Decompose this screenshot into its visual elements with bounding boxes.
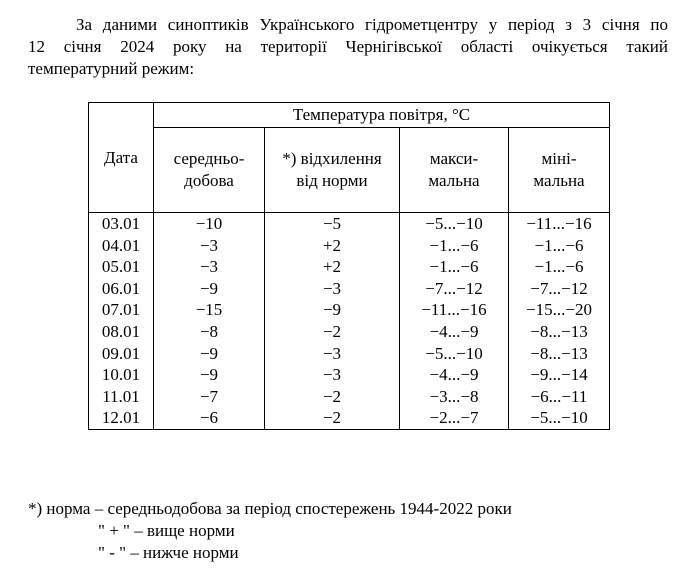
cell-dev: −3 <box>322 343 342 363</box>
cell-min: −7...−12 <box>530 278 588 298</box>
cell-date: 08.01 <box>101 321 141 341</box>
column-header-maximum: макси- мальна <box>400 128 509 213</box>
column-header-minimum: міні- мальна <box>509 128 610 213</box>
column-header-deviation: *) відхилення від норми <box>265 128 400 213</box>
cell-avg: −8 <box>199 321 219 341</box>
deviation-column <box>265 213 400 430</box>
cell-max: −11...−16 <box>421 300 487 320</box>
cell-max: −3...−8 <box>429 386 479 406</box>
cell-date: 10.01 <box>101 365 141 385</box>
cell-avg: −15 <box>195 300 223 320</box>
cell-dev: −2 <box>322 408 342 428</box>
intro-line-1: За даними синоптиків Українського гідрометцентру у період з 3 січня по <box>76 15 668 34</box>
cell-date: 09.01 <box>101 343 141 363</box>
cell-avg: −9 <box>199 343 219 363</box>
cell-avg: −9 <box>199 278 219 298</box>
footnote-norm: *) норма – середньодобова за період спостережень 1944-2022 роки <box>28 499 512 518</box>
cell-date: 06.01 <box>101 278 141 298</box>
cell-date: 12.01 <box>101 408 141 428</box>
intro-line-2: 12 січня 2024 року на території Чернігівської області очікується такий <box>28 37 668 56</box>
cell-avg: −6 <box>199 408 219 428</box>
maximum-column <box>400 213 509 430</box>
cell-date: 04.01 <box>101 235 141 255</box>
cell-dev: +2 <box>322 235 342 255</box>
average-column <box>154 213 265 430</box>
cell-min: −8...−13 <box>530 343 588 363</box>
cell-min: −8...−13 <box>530 321 588 341</box>
cell-dev: −9 <box>322 300 342 320</box>
cell-avg: −9 <box>199 365 219 385</box>
cell-date: 07.01 <box>101 300 141 320</box>
minimum-column <box>509 213 610 430</box>
cell-max: −5...−10 <box>425 214 483 233</box>
cell-dev: −5 <box>322 214 342 233</box>
cell-date: 11.01 <box>102 386 140 406</box>
date-header: Дата <box>89 103 154 213</box>
cell-dev: −2 <box>322 386 342 406</box>
cell-avg: −3 <box>199 235 219 255</box>
cell-avg: −3 <box>199 257 219 277</box>
cell-max: −7...−12 <box>425 278 483 298</box>
cell-max: −4...−9 <box>429 365 479 385</box>
footnote-above-norm: " + " – вище норми <box>98 521 235 540</box>
cell-max: −1...−6 <box>429 257 479 277</box>
cell-date: 05.01 <box>101 257 141 277</box>
cell-min: −11...−16 <box>526 214 592 233</box>
footnote-below-norm: " - " – нижче норми <box>98 543 239 562</box>
cell-min: −1...−6 <box>534 257 584 277</box>
cell-min: −6...−11 <box>530 386 588 406</box>
cell-avg: −7 <box>199 386 219 406</box>
date-column <box>89 213 154 430</box>
cell-max: −5...−10 <box>425 343 483 363</box>
cell-date: 03.01 <box>101 214 141 233</box>
cell-min: −5...−10 <box>530 408 588 428</box>
cell-max: −4...−9 <box>429 321 479 341</box>
intro-line-3: температурний режим: <box>28 59 195 78</box>
cell-max: −2...−7 <box>429 408 479 428</box>
temperature-table <box>88 102 610 430</box>
cell-min: −15...−20 <box>526 300 592 320</box>
cell-min: −9...−14 <box>530 365 588 385</box>
temperature-group-header: Температура повітря, °С <box>154 103 610 128</box>
cell-dev: −3 <box>322 365 342 385</box>
intro-paragraph <box>28 14 668 80</box>
cell-avg: −10 <box>195 214 223 233</box>
cell-max: −1...−6 <box>429 235 479 255</box>
cell-dev: +2 <box>322 257 342 277</box>
column-header-average: середньо- добова <box>154 128 265 213</box>
footnote <box>28 498 512 564</box>
cell-dev: −2 <box>322 321 342 341</box>
cell-dev: −3 <box>322 278 342 298</box>
cell-min: −1...−6 <box>534 235 584 255</box>
